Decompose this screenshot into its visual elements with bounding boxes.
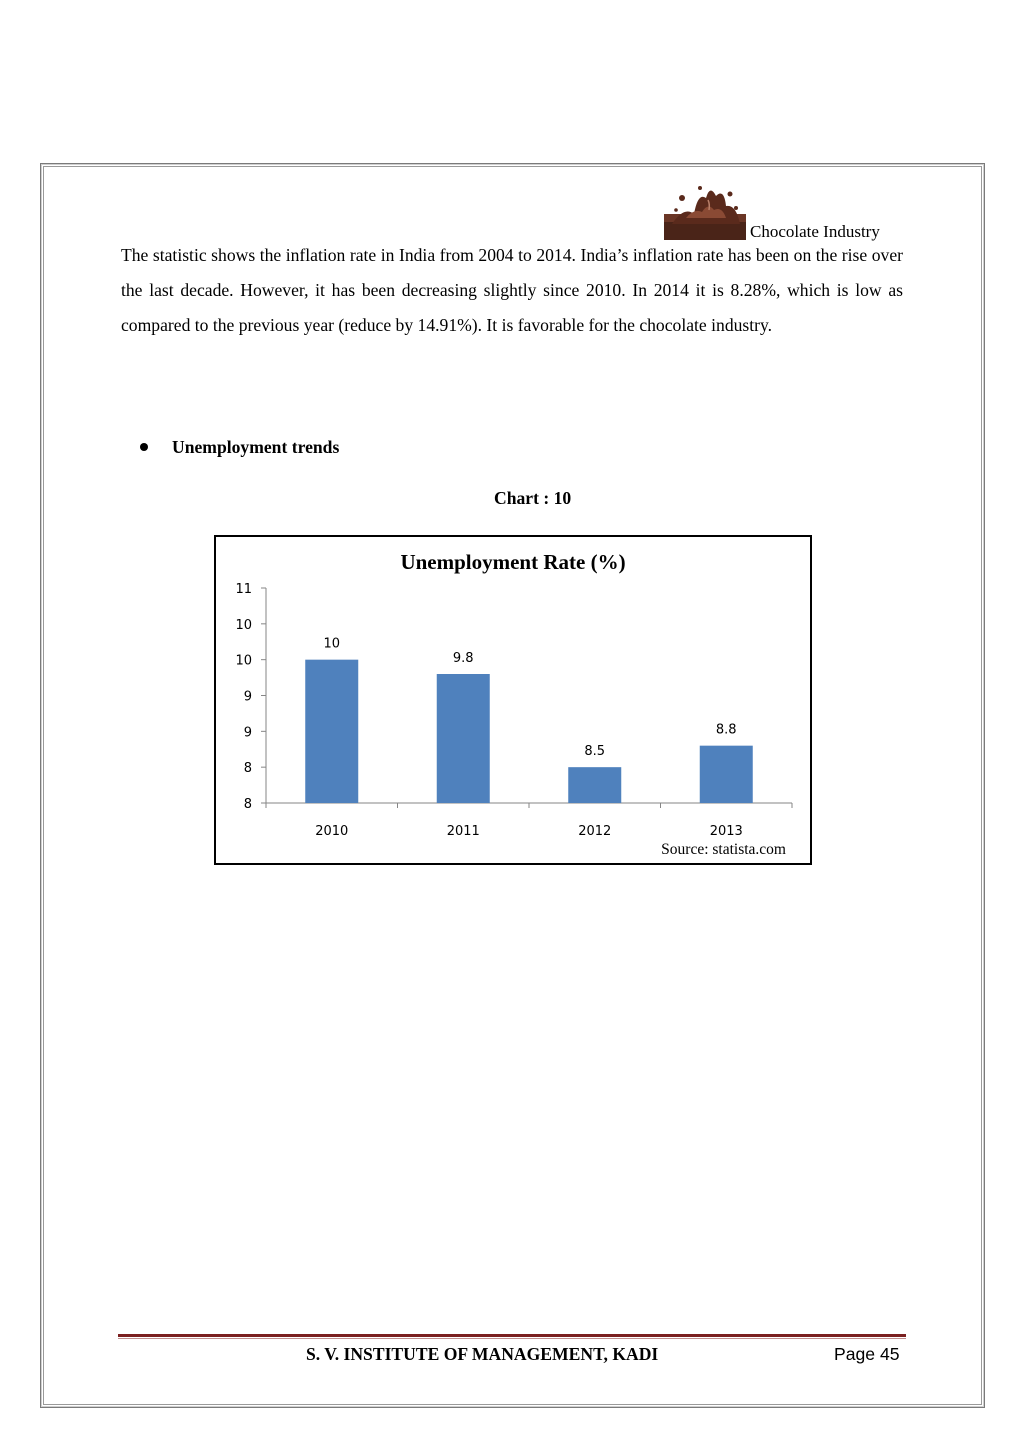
x-tick-label: 2010 <box>315 824 349 839</box>
x-tick-label: 2012 <box>578 824 612 839</box>
page-number: Page 45 <box>834 1344 900 1364</box>
bar <box>568 767 621 803</box>
chocolate-splash-icon <box>664 184 746 240</box>
chart-source: Source: statista.com <box>661 841 786 858</box>
y-tick-label: 9 <box>243 725 252 741</box>
data-label: 9.8 <box>452 651 474 666</box>
chart-caption: Chart : 10 <box>494 488 572 508</box>
data-label: 10 <box>323 636 341 652</box>
data-label: 8.5 <box>584 744 606 760</box>
chart-title: Unemployment Rate (%) <box>400 550 626 574</box>
y-tick-label: 10 <box>235 653 252 669</box>
y-tick-label: 11 <box>235 582 252 597</box>
x-tick-label: 2011 <box>446 824 480 839</box>
header-title: Chocolate Industry <box>750 222 880 241</box>
bullet-item <box>140 437 339 458</box>
bar-chart <box>216 537 810 863</box>
bar <box>305 660 358 803</box>
inflation-paragraph: The statistic shows the inflation rate in India from 2004 to 2014. India’s inflation rate has been on the rise over the last decade. However, it has been decreasing slightly since 2010. In 2014 it is 8.28%, which is low as compared to the previous year (reduce by 14.91%). It is favorable for the chocolate industry. <box>121 245 903 335</box>
footer-rule-secondary <box>118 1338 906 1339</box>
footer-rule <box>118 1334 906 1337</box>
y-tick-label: 10 <box>235 617 252 633</box>
bullet-icon <box>140 443 148 451</box>
y-tick-label: 8 <box>243 797 252 812</box>
bar <box>700 746 753 803</box>
y-tick-label: 8 <box>243 761 252 777</box>
x-tick-label: 2013 <box>709 824 743 839</box>
bullet-heading: Unemployment trends <box>172 437 340 457</box>
chart-container <box>214 535 812 865</box>
footer-institute: S. V. INSTITUTE OF MANAGEMENT, KADI <box>306 1344 659 1364</box>
y-tick-label: 9 <box>243 689 252 705</box>
data-label: 8.8 <box>715 722 737 738</box>
bar <box>437 674 490 803</box>
